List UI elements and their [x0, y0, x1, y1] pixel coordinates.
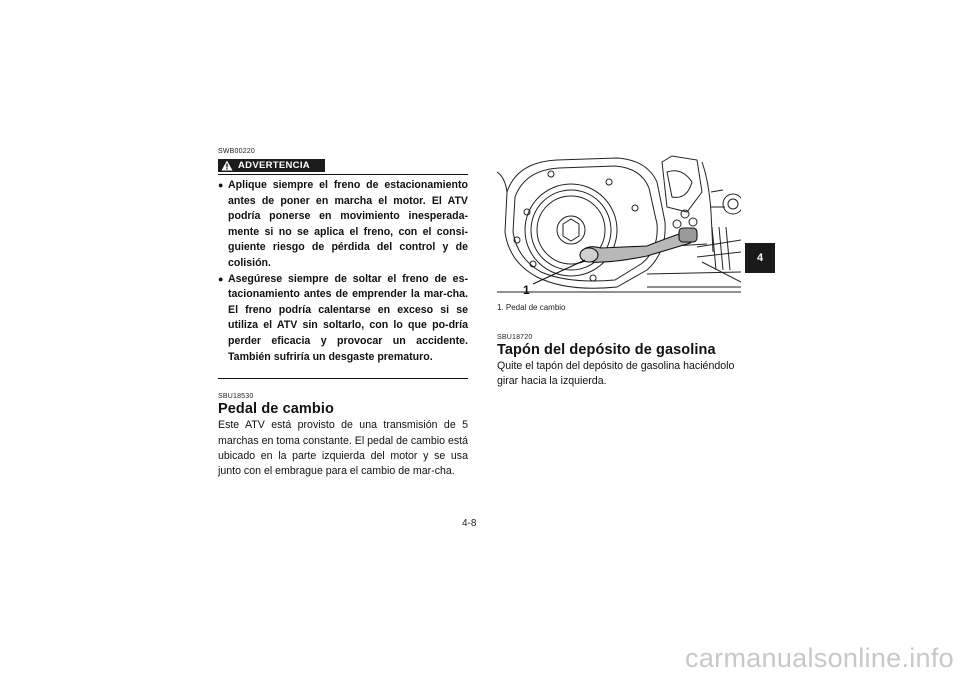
warning-code: SWB00220	[218, 148, 256, 155]
section-title: Tapón del depósito de gasolina	[497, 342, 716, 358]
warning-item-text: Asegúrese siempre de soltar el freno de es-tacionamiento antes de emprender la mar-cha. El freno podría calentarse en exceso si se utiliza el ATV sin soltarlo, con lo que po-dría perder eficacia y provocar un accidente. También sufriría un desgaste prematuro.	[228, 272, 468, 363]
warning-list	[218, 178, 468, 365]
warning-triangle-icon	[221, 160, 233, 171]
page-number: 4-8	[462, 518, 477, 529]
figure-callout-number: 1	[523, 283, 530, 297]
chapter-tab: 4	[745, 243, 775, 273]
watermark: carmanualsonline.info	[685, 643, 954, 673]
warning-badge	[218, 159, 325, 172]
section-title: Pedal de cambio	[218, 401, 334, 418]
bullet-icon: ●	[218, 180, 224, 190]
right-column	[497, 152, 741, 390]
warning-label: ADVERTENCIA	[238, 159, 310, 171]
warning-top-rule	[218, 174, 468, 175]
warning-item	[218, 272, 468, 366]
section-code: SBU18720	[497, 334, 533, 341]
section-body: Este ATV está provisto de una transmisión de 5 marchas en toma constante. El pedal de cambio está ubicado en la parte izquierda del motor y se usa junto con el embrague para el cambio de mar-cha.	[218, 419, 468, 478]
figure-caption: 1. Pedal de cambio	[497, 303, 566, 312]
section-body: Quite el tapón del depósito de gasolina haciéndolo girar hacia la izquierda.	[497, 360, 735, 388]
shift-pedal-figure	[497, 152, 741, 297]
section-code: SBU18530	[218, 393, 254, 401]
warning-item-text: Aplique siempre el freno de estacionamiento antes de poner en marcha el motor. El ATV podría ponerse en movimiento inesperada-mente si no se aplica el freno, con el consi-guiente riesgo de pérdida del control y de colisión.	[228, 179, 468, 269]
warning-item	[218, 178, 468, 272]
warning-header	[218, 158, 468, 172]
warning-bottom-rule	[218, 378, 468, 379]
engine-illustration	[497, 152, 741, 297]
left-column	[218, 148, 468, 480]
bullet-icon: ●	[218, 273, 224, 284]
